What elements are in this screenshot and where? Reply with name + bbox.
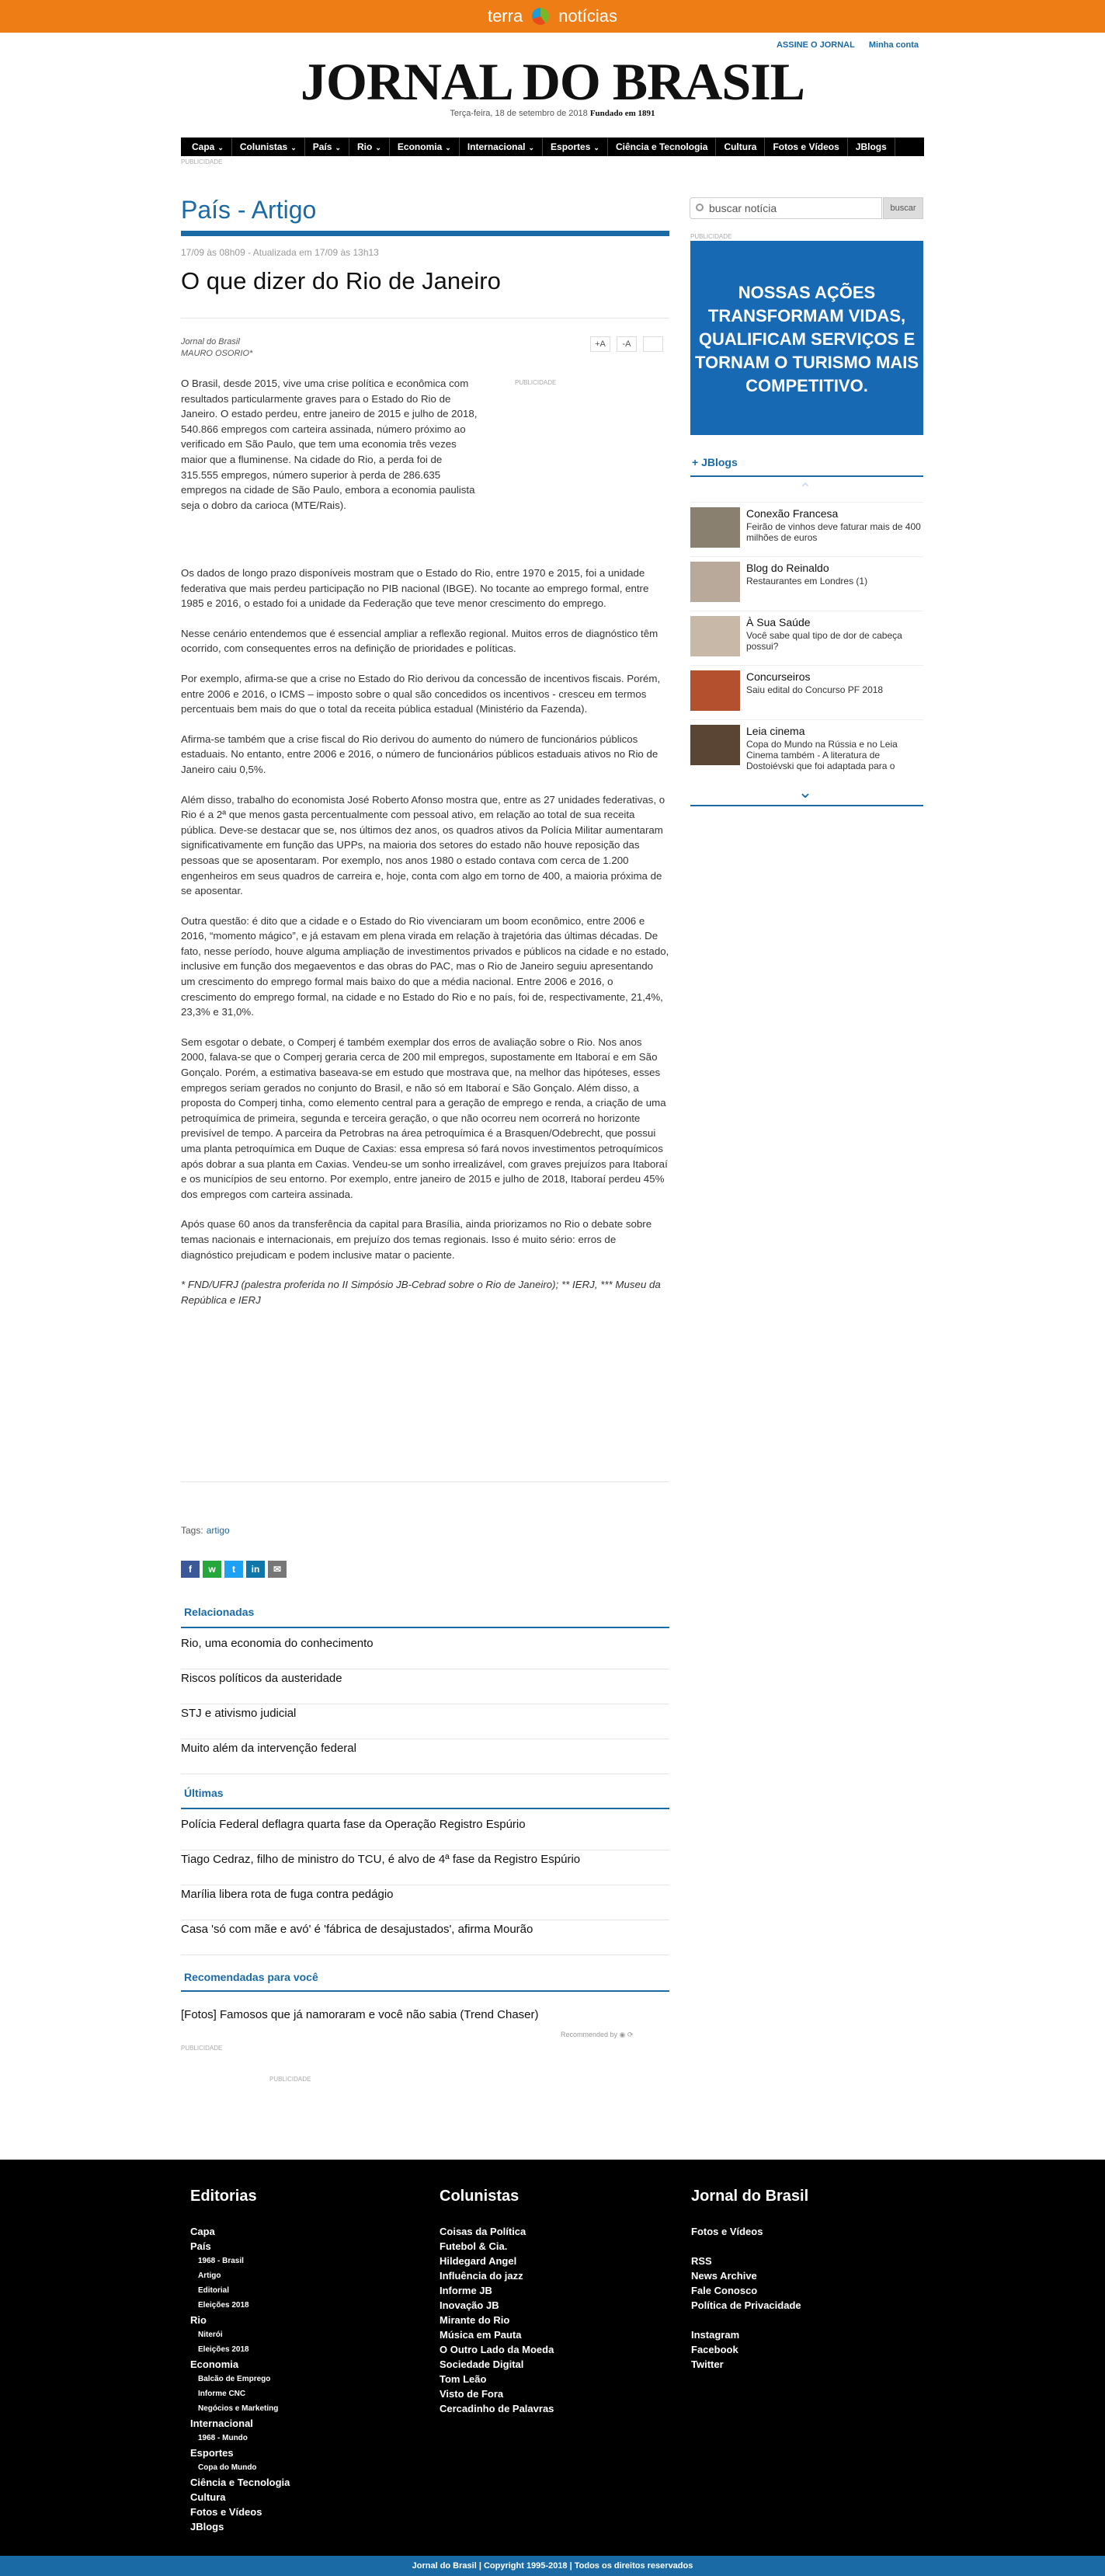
jblog-description[interactable]: Copa do Mundo na Rússia e no Leia Cinema também - A literatura de Dostoiévski que foi adaptada para o (746, 739, 898, 771)
nav-item-6[interactable] (543, 138, 608, 156)
footer-link[interactable]: Fale Conosco (691, 2285, 758, 2296)
nav-item-label: Colunistas (239, 141, 288, 152)
article-title: O que dizer do Rio de Janeiro (181, 267, 501, 294)
jblogs-divider (690, 475, 923, 477)
jblog-item[interactable] (690, 665, 923, 712)
footer-colunistas (440, 2188, 554, 2416)
sidebar-ad-label: PUBLICIDADE (690, 233, 732, 240)
footer-link[interactable]: Niterói (198, 2331, 223, 2339)
recommended-by-label: Recommended by (561, 2031, 618, 2038)
dateline (0, 109, 1105, 118)
article-paragraph: Além disso, trabalho do economista José Roberto Afonso mostra que, entre as 27 unidades federativas, o Rio é a 2ª que menos gasta percentualmente com pessoal ativo, em relação ao total de sua receita pública. Deve-se destacar que se, nos últimos dez anos, os quadros ativos da Polícia Militar aumentaram significativamente em função das UPPs, na maioria dos setores do estado não houve reposição das pessoas que se aposentaram. Por exemplo, nos anos 1980 o estado contava com cerca de 1.200 engenheiros em seus quadros de carreira e, hoje, conta com algo em torno de 400, a maioria próxima de se aposentar. (181, 793, 665, 897)
search-button[interactable]: buscar (883, 197, 923, 219)
article-paragraph: Após quase 60 anos da transferência da capital para Brasília, ainda priorizamos no Rio o debate sobre temas nacionais e internacionais, em prejuízo dos temas regionais. Isso é muito sério: erros de diagnóstico prejudicam e podem inclusive matar o paciente. (181, 1218, 652, 1261)
chevron-down-icon: ⌄ (375, 144, 381, 151)
founded-label: Fundado em 1891 (589, 109, 655, 118)
jblog-thumbnail[interactable] (690, 616, 740, 656)
nav-item-label: Capa (192, 141, 215, 152)
footer-link[interactable]: Mirante do Rio (440, 2314, 510, 2326)
nav-item-label: Cultura (724, 141, 757, 152)
article-paragraph: O Brasil, desde 2015, vive uma crise política e econômica com resultados particularmente graves para o Estado do Rio de Janeiro. O estado perdeu, entre janeiro de 2015 e julho de 2018, 540.866 empregos com carteira assinada, número próximo ao verificado em São Paulo, que tem uma economia três vezes maior que a fluminense. Na cidade do Rio, a perda foi de 315.555 empregos, número superior à perda de 286.635 empregos na cidade de São Paulo, embora a economia paulista seja o dobro da carioca (MTE/Rais). (181, 378, 478, 511)
footer-jb-title: Jornal do Brasil (691, 2188, 809, 2205)
section-divider (181, 231, 669, 236)
footer-link[interactable]: Ciência e Tecnologia (190, 2477, 290, 2488)
jblog-description[interactable]: Saiu edital do Concurso PF 2018 (746, 684, 884, 695)
article-footnote: * FND/UFRJ (palestra proferida no II Simpósio JB-Cebrad sobre o Rio de Janeiro); ** IERJ, *** Museu da República e IERJ (181, 1279, 661, 1306)
chevron-down-icon[interactable]: ⌄ (797, 782, 813, 802)
jblog-description[interactable]: Você sabe qual tipo de dor de cabeça possui? (746, 630, 902, 652)
nav-item-10[interactable] (848, 138, 895, 156)
footer-link[interactable]: Tom Leão (440, 2373, 487, 2385)
jblogs-bottom-divider (690, 805, 923, 806)
terra-top-bar[interactable] (0, 0, 1105, 33)
relacionadas-item[interactable]: STJ e ativismo judicial (181, 1704, 669, 1739)
chevron-down-icon: ⌄ (445, 144, 451, 151)
relacionadas-item[interactable]: Muito além da intervenção federal (181, 1739, 669, 1774)
subscribe-link[interactable]: ASSINE O JORNAL (776, 40, 855, 50)
footer-colunistas-title: Colunistas (440, 2188, 519, 2205)
site-footer (0, 2160, 1105, 2556)
footer-link[interactable]: Negócios e Marketing (198, 2404, 279, 2413)
nav-item-label: Ciência e Tecnologia (615, 141, 708, 152)
nav-item-8[interactable] (716, 138, 765, 156)
masthead-logo[interactable]: JORNAL DO BRASIL (300, 52, 805, 111)
top-links (777, 40, 919, 50)
article-paragraph: Outra questão: é dito que a cidade e o Estado do Rio vivenciaram um boom econômico, entre 2006 e 2016, “momento mágico”, e já estavam em plena virada em relação à trajetória das últimas décadas. De fato, nesse período, houve alguma ampliação de investimentos privados e públicos na cidade e no estado, inclusive em função dos megaeventos e das obras do PAC, mas o Rio de Janeiro seguiu apresentando um crescimento do emprego formal mais baixo do que a média nacional. Entre 2006 e 2016, o crescimento do emprego formal, na cidade e no Estado do Rio e no país, foi de, respectivamente, 21,4%, 23,3% e 31,0%. (181, 914, 669, 1018)
article-body-intro (181, 376, 478, 527)
chevron-down-icon: ⌄ (290, 144, 297, 151)
footer-jb (691, 2188, 808, 2372)
recommended-item[interactable]: [Fotos] Famosos que já namoraram e você não sabia (Trend Chaser) (181, 2008, 539, 2021)
sidebar-ad-banner[interactable]: NOSSAS AÇÕES TRANSFORMAM VIDAS, QUALIFICAM SERVIÇOS E TORNAM O TURISMO MAIS COMPETITIVO. (690, 241, 923, 435)
nav-item-label: Internacional (467, 141, 526, 152)
footer-link[interactable]: Sociedade Digital (440, 2358, 524, 2370)
jblog-name[interactable]: Blog do Reinaldo (746, 562, 829, 574)
nav-item-4[interactable] (390, 138, 460, 156)
jblog-name[interactable]: Concurseiros (746, 670, 811, 683)
section-title[interactable]: País - Artigo (181, 196, 317, 224)
footer-link[interactable]: Internacional (190, 2418, 253, 2429)
jblog-name[interactable]: Conexão Francesa (746, 507, 839, 520)
font-increase-button[interactable]: +A (590, 336, 610, 352)
footer-link[interactable]: Cercadinho de Palavras (440, 2403, 554, 2414)
footer-link[interactable]: 1968 - Mundo (198, 2434, 248, 2442)
nav-item-1[interactable] (232, 138, 305, 156)
nav-item-label: Rio (357, 141, 373, 152)
account-link[interactable]: Minha conta (868, 40, 919, 50)
jblog-thumbnail[interactable] (690, 562, 740, 602)
font-decrease-button[interactable]: -A (617, 336, 637, 352)
footer-link[interactable]: Capa (190, 2226, 215, 2237)
footer-link[interactable]: Influência do jazz (440, 2270, 523, 2282)
inline-ad-label: PUBLICIDADE (515, 379, 557, 386)
jblogs-heading[interactable]: + JBlogs (692, 456, 738, 468)
footer-link[interactable]: Eleições 2018 (198, 2301, 249, 2310)
nav-item-label: Fotos e Vídeos (773, 141, 839, 152)
jblog-item[interactable] (690, 719, 923, 771)
terra-section-label[interactable]: notícias (558, 6, 618, 26)
chevron-down-icon: ⌄ (528, 144, 535, 151)
chevron-down-icon: ⌄ (335, 144, 342, 151)
tag-link[interactable]: artigo (206, 1525, 230, 1536)
footer-link[interactable]: O Outro Lado da Moeda (440, 2344, 554, 2355)
terra-logo-text[interactable]: terra (487, 6, 523, 26)
whatsapp-share-icon[interactable]: w (203, 1561, 221, 1578)
nav-item-9[interactable] (765, 138, 847, 156)
facebook-share-icon[interactable]: f (181, 1561, 200, 1578)
search-input[interactable]: buscar notícia (690, 197, 882, 219)
footer-link[interactable]: Informe JB (440, 2285, 492, 2296)
body-end-divider (181, 1481, 669, 1482)
byline-source: Jornal do Brasil (181, 337, 240, 346)
font-size-controls (590, 336, 663, 352)
footer-link[interactable]: Editorial (198, 2286, 230, 2295)
footer-link[interactable]: Artigo (198, 2271, 221, 2280)
chevron-up-icon[interactable]: ⌃ (798, 481, 812, 498)
footer-link[interactable]: Copa do Mundo (198, 2463, 257, 2472)
article-paragraph: Por exemplo, afirma-se que a crise no Estado do Rio derivou da concessão de incentivos fiscais. Porém, entre 2006 e 2016, o ICMS – imposto sobre o qual são concedidos os incentivos - cresceu em termos percentuais bem mais do que o total da receita pública estadual (Ministério da Fazenda). (181, 672, 661, 715)
jblog-item[interactable] (690, 611, 923, 657)
email-share-icon[interactable]: ✉ (268, 1561, 287, 1578)
footer-link[interactable]: News Archive (691, 2270, 757, 2282)
share-buttons (181, 1561, 287, 1578)
footer-link[interactable]: Música em Pauta (440, 2329, 522, 2341)
related-divider (181, 1627, 669, 1628)
footer-link[interactable]: Política de Privacidade (691, 2299, 801, 2311)
byline (181, 336, 252, 360)
ad-label-bottom-2: PUBLICIDADE (269, 2076, 311, 2083)
footer-link[interactable]: Economia (190, 2358, 239, 2370)
footer-link[interactable]: Twitter (691, 2358, 724, 2370)
jblog-thumbnail[interactable] (690, 725, 740, 765)
jblog-item[interactable] (690, 502, 923, 548)
relacionadas-item[interactable]: Riscos políticos da austeridade (181, 1669, 669, 1704)
article-paragraph: Sem esgotar o debate, o Comperj é também exemplar dos erros de avaliação sobre o Rio. Nos anos 2000, falava-se que o Comperj geraria cerca de 200 mil empregos, supostamente em Itaboraí e em São Gonçalo. Porém, a estimativa baseava-se em estudo que mostrava que, na melhor das hipóteses, esses empregos seriam gerados no conjunto do Brasil, e não só em Itaboraí e São Gonçalo. Além disso, a proposta do Comperj tinha, como elemento central para a geração de emprego e renda, a criação de uma petroquímica de primeira, segunda e terceira geração, o que não ocorreu nem ocorrerá no horizonte previsível de tempo. A parceira da Petrobras na área petroquímica é a Brasquen/Odebrecht, que possui uma planta petroquímica em Duque de Caxias: essa empresa só fará novos investimentos petroquímicos após dobrar a sua planta em Caxias. Vendeu-se um sonho irrealizável, com graves prejuízos para Itaboraí e os municípios de seu entorno. Por exemplo, entre janeiro de 2015 e julho de 2018, Itaboraí perdeu 45% dos empregos com carteira assinada. (181, 1036, 668, 1200)
related-heading: Relacionadas (184, 1606, 255, 1618)
footer-spacer (691, 2239, 808, 2254)
ad-label: PUBLICIDADE (181, 158, 223, 165)
footer-link[interactable]: Fotos e Vídeos (691, 2226, 763, 2237)
recommended-divider (181, 1990, 669, 1992)
chevron-down-icon: ⌄ (217, 144, 224, 151)
ultimas-item[interactable]: Polícia Federal deflagra quarta fase da Operação Registro Espúrio (181, 1815, 669, 1850)
footer-editorias (190, 2188, 290, 2534)
footer-link[interactable]: Rio (190, 2314, 207, 2326)
footer-link[interactable]: JBlogs (190, 2521, 224, 2532)
linkedin-share-icon[interactable]: in (246, 1561, 265, 1578)
relacionadas-item[interactable]: Rio, uma economia do conhecimento (181, 1634, 669, 1669)
jblog-thumbnail[interactable] (690, 507, 740, 548)
footer-link[interactable]: Visto de Fora (440, 2388, 504, 2400)
current-date: Terça-feira, 18 de setembro de 2018 (450, 109, 588, 118)
footer-link[interactable]: País (190, 2240, 211, 2252)
footer-link[interactable]: Esportes (190, 2447, 234, 2459)
footer-link[interactable]: Eleições 2018 (198, 2345, 249, 2354)
footer-link[interactable]: 1968 - Brasil (198, 2257, 244, 2265)
jblog-item[interactable] (690, 556, 923, 603)
footer-spacer (691, 2313, 808, 2327)
print-button[interactable] (643, 336, 663, 352)
ultimas-item[interactable]: Casa 'só com mãe e avó' é 'fábrica de desajustados', afirma Mourão (181, 1920, 669, 1955)
footer-link[interactable]: Informe CNC (198, 2390, 246, 2398)
nav-item-label: JBlogs (855, 141, 887, 152)
footer-link[interactable]: Hildegard Angel (440, 2255, 517, 2267)
footer-link[interactable]: Facebook (691, 2344, 738, 2355)
copyright-bar: Jornal do Brasil | Copyright 1995-2018 | Todos os direitos reservados (0, 2556, 1105, 2576)
byline-author: MAURO OSORIO* (181, 349, 253, 358)
nav-item-label: País (312, 141, 332, 152)
footer-link[interactable]: Instagram (691, 2329, 740, 2341)
nav-item-0[interactable] (184, 138, 232, 156)
article-paragraph: Nesse cenário entendemos que é essencial ampliar a reflexão regional. Muitos erros de diagnóstico têm ocorrido, com consequentes erros na definição de prioridades e políticas. (181, 627, 658, 655)
ultimas-item[interactable]: Marília libera rota de fuga contra pedágio (181, 1885, 669, 1920)
article-paragraph: Afirma-se também que a crise fiscal do Rio derivou do aumento do número de funcionários públicos estaduais. No entanto, entre 2006 e 2016, o número de funcionários públicos estaduais ativos no Rio de Janeiro caiu 0,5%. (181, 733, 658, 775)
article-body (181, 566, 669, 1322)
title-divider (181, 318, 669, 319)
footer-editorias-title: Editorias (190, 2188, 257, 2205)
jblog-thumbnail[interactable] (690, 670, 740, 711)
latest-heading: Últimas (184, 1787, 224, 1799)
nav-item-3[interactable] (349, 138, 390, 156)
jblog-name[interactable]: Leia cinema (746, 725, 805, 737)
recommended-by: Recommended by ◉ ⟳ (561, 2031, 634, 2038)
tags-label: Tags: (181, 1525, 203, 1536)
footer-link[interactable]: Futebol & Cia. (440, 2240, 508, 2252)
jblog-description[interactable]: Restaurantes em Londres (1) (746, 576, 868, 587)
ad-label-bottom: PUBLICIDADE (181, 2045, 223, 2052)
footer-link[interactable]: Inovação JB (440, 2299, 499, 2311)
nav-item-label: Economia (397, 141, 443, 152)
footer-link[interactable]: Cultura (190, 2491, 226, 2503)
terra-logo-icon (532, 8, 549, 25)
footer-link[interactable]: Fotos e Vídeos (190, 2506, 262, 2518)
search-icon (696, 204, 704, 211)
footer-link[interactable]: Balcão de Emprego (198, 2375, 271, 2383)
footer-link[interactable]: Coisas da Política (440, 2226, 526, 2237)
twitter-share-icon[interactable]: t (224, 1561, 243, 1578)
main-nav (181, 138, 924, 156)
nav-item-7[interactable] (608, 138, 716, 156)
recommended-heading: Recomendadas para você (184, 1971, 318, 1983)
article-timestamp: 17/09 às 08h09 - Atualizada em 17/09 às 13h13 (181, 247, 379, 258)
jblog-description[interactable]: Feirão de vinhos deve faturar mais de 400 milhões de euros (746, 521, 921, 543)
ultimas-item[interactable]: Tiago Cedraz, filho de ministro do TCU, é alvo de 4ª fase da Registro Espúrio (181, 1850, 669, 1885)
jblog-name[interactable]: À Sua Saúde (746, 616, 811, 628)
footer-link[interactable]: RSS (691, 2255, 712, 2267)
article-paragraph: Os dados de longo prazo disponíveis mostram que o Estado do Rio, entre 1970 e 2015, foi a unidade federativa que mais perdeu participação no PIB nacional (IBGE). No tocante ao emprego formal, entre 1985 e 2016, o estado foi a unidade da Federação que teve menor crescimento do emprego. (181, 567, 649, 610)
nav-item-2[interactable] (305, 138, 349, 156)
nav-item-5[interactable] (460, 138, 543, 156)
nav-item-label: Esportes (551, 141, 591, 152)
tags-row (181, 1525, 230, 1536)
chevron-down-icon: ⌄ (593, 144, 599, 151)
latest-divider (181, 1808, 669, 1809)
